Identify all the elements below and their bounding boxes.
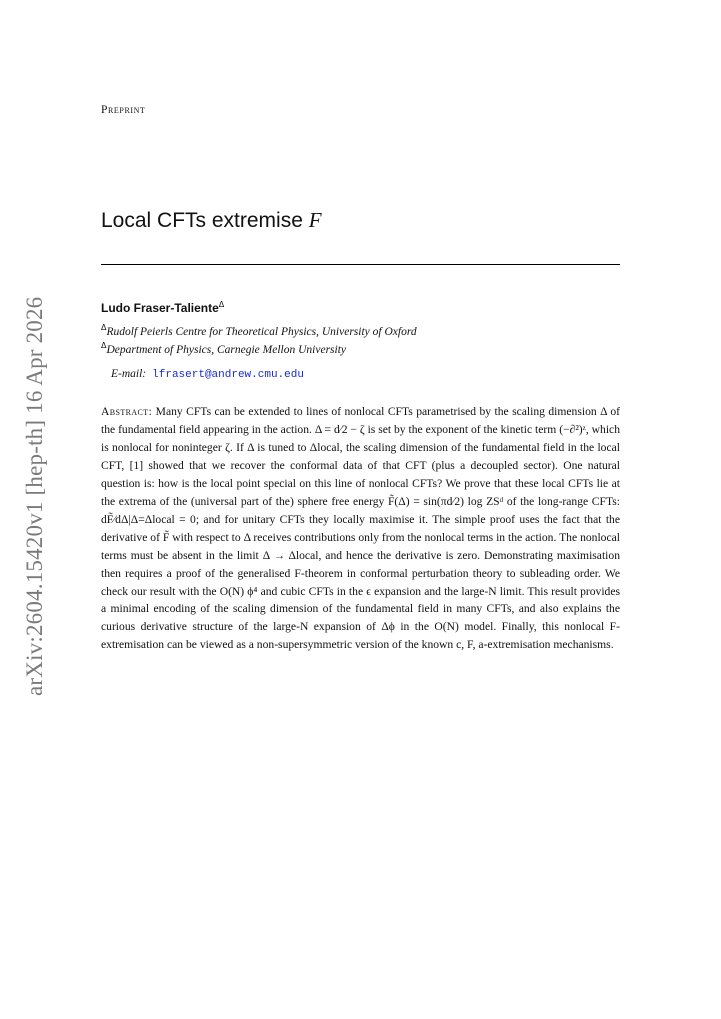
affiliation-cmu [101, 341, 346, 356]
affiliation-oxford [101, 323, 417, 338]
title-divider [101, 264, 620, 265]
paper-title-text: Local CFTs extremise [101, 209, 303, 232]
affiliation-mark: Δ [101, 341, 107, 350]
paper-title-variable: F [308, 208, 322, 232]
affiliation-text: Department of Physics, Carnegie Mellon University [106, 344, 347, 356]
email-link[interactable]: lfrasert@andrew.cmu.edu [152, 369, 304, 381]
preprint-label: Preprint [101, 104, 146, 116]
author-affiliation-mark: Δ [218, 300, 225, 309]
author-line [101, 300, 224, 315]
email-line [111, 368, 304, 381]
arxiv-identifier-stamp: arXiv:2604.15420v1 [hep-th] 16 Apr 2026 [22, 296, 47, 696]
affiliation-mark: Δ [101, 323, 107, 332]
paper-title [101, 208, 322, 233]
affiliation-text: Rudolf Peierls Centre for Theoretical Physics, University of Oxford [106, 326, 417, 338]
author-name: Ludo Fraser-Taliente [101, 301, 219, 315]
abstract-label: Abstract: [101, 405, 153, 418]
email-label: E-mail: [111, 368, 147, 380]
abstract-text: Many CFTs can be extended to lines of nonlocal CFTs parametrised by the scaling dimension Δ of the fundamental field appearing in the action. Δ = d⁄2 − ζ is set by the exponent of the kinetic term (−∂²)ᶻ, which is nonlocal for noninteger ζ. If Δ is tuned to Δlocal, the scaling dimension of the fundamental field in the local CFT, [1] showed that we recover the conformal data of that CFT (plus a decoupled sector). One natural question is: how is the local point special on this line of nonlocal CFTs? We prove that these local CFTs lie at the extrema of the (universal part of the) sphere free energy F̃(Δ) = sin(πd⁄2) log ZSᵈ of the long-range CFTs: dF̃⁄dΔ|Δ=Δlocal = 0; and for unitary CFTs they locally maximise it. The simple proof uses the fact that the derivative of F̃ with respect to Δ receives contributions only from the nonlocal terms in the action. The nonlocal terms must be absent in the limit Δ → Δlocal, and hence the derivative is zero. Demonstrating maximisation then requires a proof of the generalised F-theorem in conformal perturbation theory to subleading order. We check our result with the O(N) ϕ⁴ and cubic CFTs in the ϵ expansion and the large-N limit. This result provides a minimal encoding of the scaling dimension of the fundamental field in many CFTs, and also explains the curious derivative structure of the large-N expansion of Δϕ in the O(N) model. Finally, this nonlocal F-extremisation can be viewed as a non-supersymmetric version of the known c, F, a-extremisation mechanisms. [101, 405, 620, 652]
abstract-paragraph [101, 403, 620, 654]
